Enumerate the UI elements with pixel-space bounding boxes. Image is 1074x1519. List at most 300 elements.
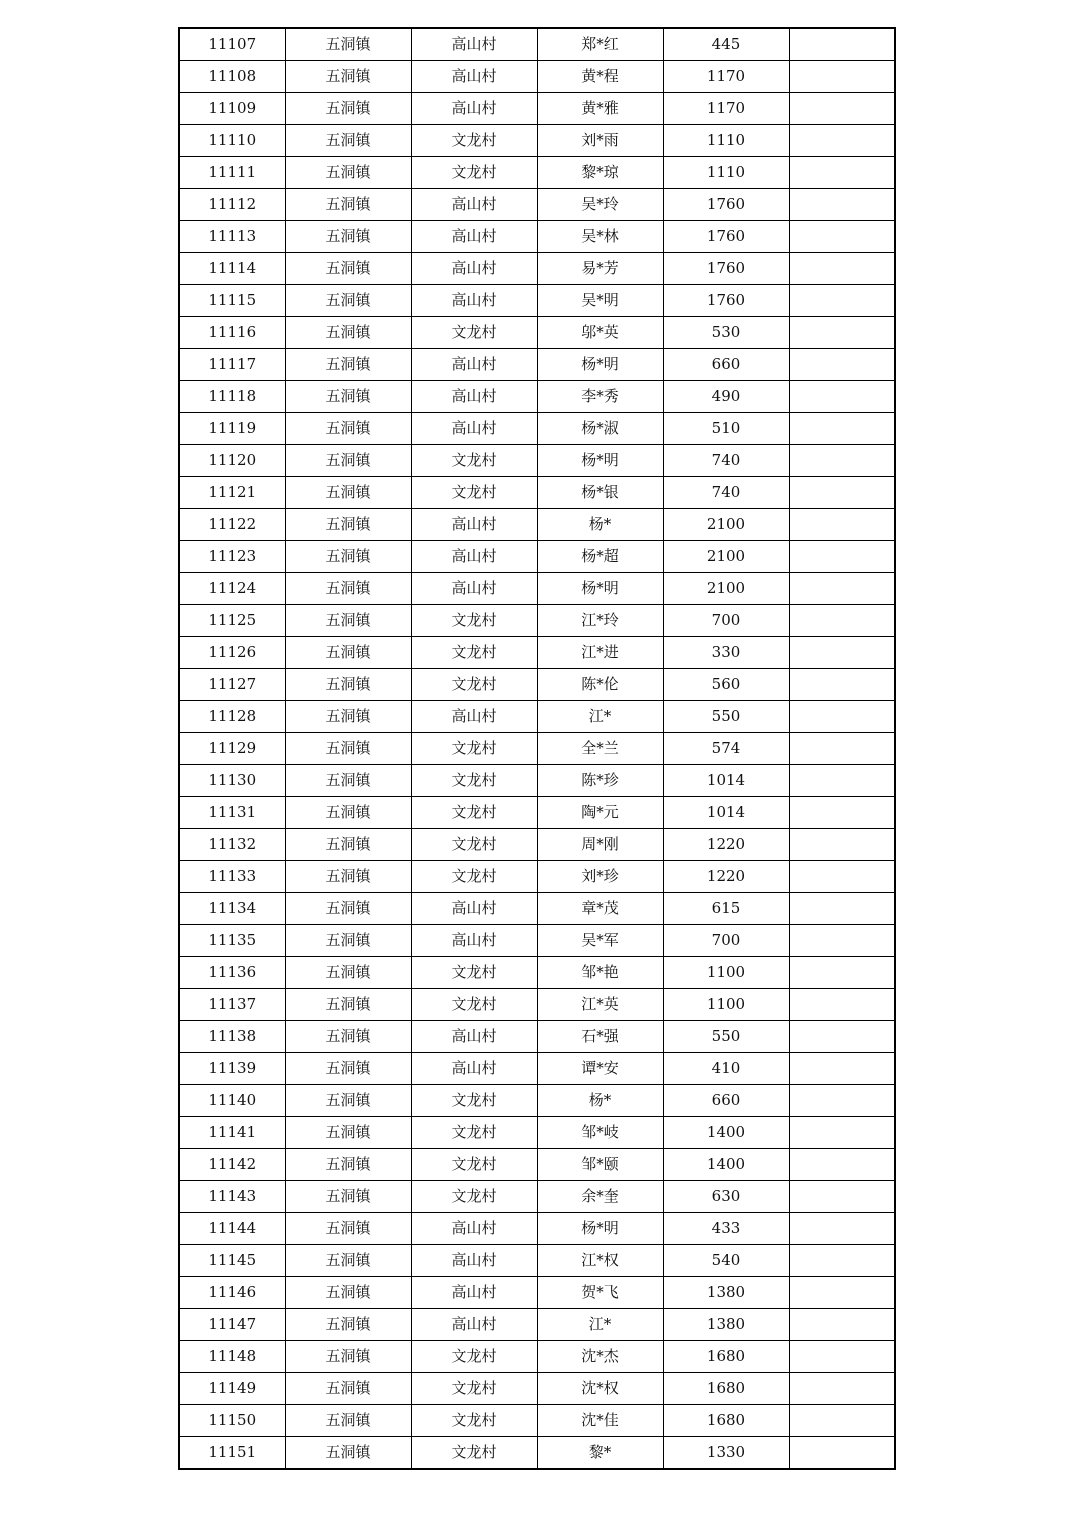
village-cell: 文龙村 (411, 125, 537, 157)
town-cell: 五洞镇 (285, 285, 411, 317)
amount-cell: 445 (663, 28, 789, 61)
village-cell: 高山村 (411, 701, 537, 733)
name-cell: 黄*程 (537, 61, 663, 93)
note-cell (789, 28, 895, 61)
village-cell: 文龙村 (411, 989, 537, 1021)
town-cell: 五洞镇 (285, 765, 411, 797)
note-cell (789, 765, 895, 797)
village-cell: 高山村 (411, 1245, 537, 1277)
note-cell (789, 221, 895, 253)
row-id-cell: 11139 (179, 1053, 285, 1085)
name-cell: 邹*颐 (537, 1149, 663, 1181)
amount-cell: 1014 (663, 797, 789, 829)
row-id-cell: 11136 (179, 957, 285, 989)
name-cell: 杨*明 (537, 1213, 663, 1245)
row-id-cell: 11119 (179, 413, 285, 445)
row-id-cell: 11150 (179, 1405, 285, 1437)
note-cell (789, 157, 895, 189)
row-id-cell: 11137 (179, 989, 285, 1021)
amount-cell: 1380 (663, 1309, 789, 1341)
note-cell (789, 1373, 895, 1405)
table-row (179, 1053, 895, 1085)
town-cell: 五洞镇 (285, 157, 411, 189)
town-cell: 五洞镇 (285, 637, 411, 669)
table-row (179, 925, 895, 957)
amount-cell: 550 (663, 1021, 789, 1053)
note-cell (789, 413, 895, 445)
note-cell (789, 861, 895, 893)
village-cell: 高山村 (411, 925, 537, 957)
table-row (179, 1309, 895, 1341)
table-row (179, 605, 895, 637)
village-cell: 文龙村 (411, 1405, 537, 1437)
row-id-cell: 11109 (179, 93, 285, 125)
row-id-cell: 11143 (179, 1181, 285, 1213)
row-id-cell: 11146 (179, 1277, 285, 1309)
village-cell: 文龙村 (411, 957, 537, 989)
note-cell (789, 637, 895, 669)
row-id-cell: 11112 (179, 189, 285, 221)
row-id-cell: 11131 (179, 797, 285, 829)
amount-cell: 740 (663, 477, 789, 509)
amount-cell: 1400 (663, 1149, 789, 1181)
table-row (179, 413, 895, 445)
note-cell (789, 1085, 895, 1117)
town-cell: 五洞镇 (285, 28, 411, 61)
village-cell: 高山村 (411, 221, 537, 253)
row-id-cell: 11141 (179, 1117, 285, 1149)
village-cell: 高山村 (411, 541, 537, 573)
table-row (179, 637, 895, 669)
name-cell: 贺*飞 (537, 1277, 663, 1309)
row-id-cell: 11121 (179, 477, 285, 509)
row-id-cell: 11130 (179, 765, 285, 797)
amount-cell: 1100 (663, 989, 789, 1021)
village-cell: 文龙村 (411, 1149, 537, 1181)
table-row (179, 733, 895, 765)
table-row (179, 861, 895, 893)
name-cell: 杨*明 (537, 573, 663, 605)
row-id-cell: 11108 (179, 61, 285, 93)
table-row (179, 61, 895, 93)
name-cell: 杨*超 (537, 541, 663, 573)
amount-cell: 700 (663, 605, 789, 637)
amount-cell: 660 (663, 349, 789, 381)
row-id-cell: 11122 (179, 509, 285, 541)
name-cell: 杨* (537, 509, 663, 541)
amount-cell: 410 (663, 1053, 789, 1085)
town-cell: 五洞镇 (285, 573, 411, 605)
amount-cell: 630 (663, 1181, 789, 1213)
amount-cell: 550 (663, 701, 789, 733)
table-row (179, 957, 895, 989)
table-row (179, 317, 895, 349)
table-row (179, 1181, 895, 1213)
amount-cell: 615 (663, 893, 789, 925)
note-cell (789, 317, 895, 349)
table-row (179, 157, 895, 189)
village-cell: 高山村 (411, 349, 537, 381)
village-cell: 高山村 (411, 1053, 537, 1085)
amount-cell: 1760 (663, 189, 789, 221)
table-row (179, 701, 895, 733)
name-cell: 杨*银 (537, 477, 663, 509)
row-id-cell: 11147 (179, 1309, 285, 1341)
note-cell (789, 1277, 895, 1309)
amount-cell: 1680 (663, 1405, 789, 1437)
table-row (179, 253, 895, 285)
note-cell (789, 701, 895, 733)
amount-cell: 1170 (663, 93, 789, 125)
village-cell: 高山村 (411, 413, 537, 445)
row-id-cell: 11140 (179, 1085, 285, 1117)
name-cell: 黎* (537, 1437, 663, 1470)
note-cell (789, 669, 895, 701)
amount-cell: 740 (663, 445, 789, 477)
row-id-cell: 11134 (179, 893, 285, 925)
name-cell: 吴*军 (537, 925, 663, 957)
roster-body (179, 28, 895, 1469)
name-cell: 吴*明 (537, 285, 663, 317)
village-cell: 高山村 (411, 1021, 537, 1053)
town-cell: 五洞镇 (285, 925, 411, 957)
village-cell: 文龙村 (411, 797, 537, 829)
table-row (179, 541, 895, 573)
name-cell: 江*玲 (537, 605, 663, 637)
note-cell (789, 189, 895, 221)
amount-cell: 1330 (663, 1437, 789, 1470)
village-cell: 文龙村 (411, 445, 537, 477)
name-cell: 易*芳 (537, 253, 663, 285)
amount-cell: 1380 (663, 1277, 789, 1309)
name-cell: 余*奎 (537, 1181, 663, 1213)
town-cell: 五洞镇 (285, 93, 411, 125)
town-cell: 五洞镇 (285, 189, 411, 221)
table-row (179, 189, 895, 221)
row-id-cell: 11133 (179, 861, 285, 893)
village-cell: 文龙村 (411, 157, 537, 189)
amount-cell: 530 (663, 317, 789, 349)
village-cell: 文龙村 (411, 637, 537, 669)
note-cell (789, 445, 895, 477)
name-cell: 郑*红 (537, 28, 663, 61)
table-row (179, 28, 895, 61)
town-cell: 五洞镇 (285, 669, 411, 701)
table-row (179, 1117, 895, 1149)
village-cell: 文龙村 (411, 1373, 537, 1405)
village-cell: 文龙村 (411, 1117, 537, 1149)
village-cell: 文龙村 (411, 317, 537, 349)
note-cell (789, 829, 895, 861)
row-id-cell: 11132 (179, 829, 285, 861)
town-cell: 五洞镇 (285, 1437, 411, 1470)
table-row (179, 477, 895, 509)
amount-cell: 2100 (663, 509, 789, 541)
table-row (179, 381, 895, 413)
row-id-cell: 11129 (179, 733, 285, 765)
town-cell: 五洞镇 (285, 1405, 411, 1437)
village-cell: 高山村 (411, 381, 537, 413)
town-cell: 五洞镇 (285, 1277, 411, 1309)
table-row (179, 1373, 895, 1405)
village-cell: 文龙村 (411, 861, 537, 893)
town-cell: 五洞镇 (285, 1245, 411, 1277)
village-cell: 高山村 (411, 893, 537, 925)
row-id-cell: 11123 (179, 541, 285, 573)
row-id-cell: 11116 (179, 317, 285, 349)
town-cell: 五洞镇 (285, 701, 411, 733)
town-cell: 五洞镇 (285, 317, 411, 349)
amount-cell: 510 (663, 413, 789, 445)
name-cell: 沈*佳 (537, 1405, 663, 1437)
table-row (179, 1021, 895, 1053)
row-id-cell: 11107 (179, 28, 285, 61)
amount-cell: 1170 (663, 61, 789, 93)
amount-cell: 1100 (663, 957, 789, 989)
table-row (179, 1213, 895, 1245)
amount-cell: 330 (663, 637, 789, 669)
note-cell (789, 477, 895, 509)
name-cell: 陈*珍 (537, 765, 663, 797)
village-cell: 高山村 (411, 573, 537, 605)
table-row (179, 509, 895, 541)
name-cell: 陶*元 (537, 797, 663, 829)
row-id-cell: 11145 (179, 1245, 285, 1277)
amount-cell: 540 (663, 1245, 789, 1277)
name-cell: 全*兰 (537, 733, 663, 765)
row-id-cell: 11114 (179, 253, 285, 285)
town-cell: 五洞镇 (285, 1373, 411, 1405)
note-cell (789, 957, 895, 989)
name-cell: 黄*雅 (537, 93, 663, 125)
row-id-cell: 11128 (179, 701, 285, 733)
village-cell: 高山村 (411, 1213, 537, 1245)
amount-cell: 574 (663, 733, 789, 765)
table-row (179, 797, 895, 829)
row-id-cell: 11138 (179, 1021, 285, 1053)
name-cell: 邹*岐 (537, 1117, 663, 1149)
village-cell: 高山村 (411, 253, 537, 285)
amount-cell: 433 (663, 1213, 789, 1245)
note-cell (789, 1149, 895, 1181)
table-row (179, 285, 895, 317)
name-cell: 江* (537, 1309, 663, 1341)
table-row (179, 1149, 895, 1181)
village-cell: 高山村 (411, 189, 537, 221)
note-cell (789, 285, 895, 317)
note-cell (789, 605, 895, 637)
town-cell: 五洞镇 (285, 957, 411, 989)
note-cell (789, 541, 895, 573)
name-cell: 吴*林 (537, 221, 663, 253)
town-cell: 五洞镇 (285, 1309, 411, 1341)
name-cell: 章*茂 (537, 893, 663, 925)
town-cell: 五洞镇 (285, 1341, 411, 1373)
village-cell: 高山村 (411, 285, 537, 317)
note-cell (789, 509, 895, 541)
name-cell: 邬*英 (537, 317, 663, 349)
note-cell (789, 1245, 895, 1277)
amount-cell: 1760 (663, 253, 789, 285)
row-id-cell: 11126 (179, 637, 285, 669)
town-cell: 五洞镇 (285, 61, 411, 93)
row-id-cell: 11117 (179, 349, 285, 381)
name-cell: 江*进 (537, 637, 663, 669)
table-row (179, 1277, 895, 1309)
row-id-cell: 11151 (179, 1437, 285, 1470)
name-cell: 邹*艳 (537, 957, 663, 989)
note-cell (789, 1437, 895, 1470)
village-cell: 高山村 (411, 1277, 537, 1309)
table-row (179, 669, 895, 701)
amount-cell: 1014 (663, 765, 789, 797)
town-cell: 五洞镇 (285, 733, 411, 765)
name-cell: 陈*伦 (537, 669, 663, 701)
name-cell: 吴*玲 (537, 189, 663, 221)
table-row (179, 1437, 895, 1470)
town-cell: 五洞镇 (285, 509, 411, 541)
town-cell: 五洞镇 (285, 125, 411, 157)
village-cell: 文龙村 (411, 1341, 537, 1373)
amount-cell: 560 (663, 669, 789, 701)
name-cell: 杨*明 (537, 445, 663, 477)
row-id-cell: 11149 (179, 1373, 285, 1405)
town-cell: 五洞镇 (285, 1181, 411, 1213)
town-cell: 五洞镇 (285, 381, 411, 413)
village-cell: 文龙村 (411, 765, 537, 797)
note-cell (789, 381, 895, 413)
town-cell: 五洞镇 (285, 1053, 411, 1085)
name-cell: 杨*淑 (537, 413, 663, 445)
village-cell: 高山村 (411, 61, 537, 93)
note-cell (789, 1213, 895, 1245)
town-cell: 五洞镇 (285, 477, 411, 509)
amount-cell: 2100 (663, 541, 789, 573)
row-id-cell: 11118 (179, 381, 285, 413)
table-row (179, 349, 895, 381)
note-cell (789, 1341, 895, 1373)
row-id-cell: 11113 (179, 221, 285, 253)
village-cell: 文龙村 (411, 477, 537, 509)
table-row (179, 829, 895, 861)
town-cell: 五洞镇 (285, 221, 411, 253)
amount-cell: 1760 (663, 285, 789, 317)
village-cell: 文龙村 (411, 669, 537, 701)
row-id-cell: 11115 (179, 285, 285, 317)
table-row (179, 125, 895, 157)
row-id-cell: 11111 (179, 157, 285, 189)
town-cell: 五洞镇 (285, 253, 411, 285)
row-id-cell: 11110 (179, 125, 285, 157)
town-cell: 五洞镇 (285, 349, 411, 381)
amount-cell: 1110 (663, 125, 789, 157)
name-cell: 周*刚 (537, 829, 663, 861)
village-cell: 高山村 (411, 1309, 537, 1341)
name-cell: 谭*安 (537, 1053, 663, 1085)
table-row (179, 765, 895, 797)
town-cell: 五洞镇 (285, 1149, 411, 1181)
town-cell: 五洞镇 (285, 893, 411, 925)
town-cell: 五洞镇 (285, 1213, 411, 1245)
amount-cell: 700 (663, 925, 789, 957)
note-cell (789, 125, 895, 157)
village-cell: 文龙村 (411, 1085, 537, 1117)
name-cell: 石*强 (537, 1021, 663, 1053)
note-cell (789, 1181, 895, 1213)
town-cell: 五洞镇 (285, 1021, 411, 1053)
note-cell (789, 989, 895, 1021)
name-cell: 刘*珍 (537, 861, 663, 893)
row-id-cell: 11135 (179, 925, 285, 957)
name-cell: 沈*权 (537, 1373, 663, 1405)
amount-cell: 1400 (663, 1117, 789, 1149)
town-cell: 五洞镇 (285, 445, 411, 477)
note-cell (789, 61, 895, 93)
town-cell: 五洞镇 (285, 541, 411, 573)
town-cell: 五洞镇 (285, 1085, 411, 1117)
name-cell: 刘*雨 (537, 125, 663, 157)
row-id-cell: 11120 (179, 445, 285, 477)
note-cell (789, 1309, 895, 1341)
table-row (179, 989, 895, 1021)
note-cell (789, 1117, 895, 1149)
village-cell: 高山村 (411, 28, 537, 61)
name-cell: 江* (537, 701, 663, 733)
row-id-cell: 11127 (179, 669, 285, 701)
name-cell: 江*英 (537, 989, 663, 1021)
name-cell: 黎*琼 (537, 157, 663, 189)
town-cell: 五洞镇 (285, 861, 411, 893)
amount-cell: 2100 (663, 573, 789, 605)
village-cell: 高山村 (411, 93, 537, 125)
table-row (179, 221, 895, 253)
village-cell: 文龙村 (411, 733, 537, 765)
note-cell (789, 733, 895, 765)
roster-table (178, 27, 896, 1470)
table-row (179, 573, 895, 605)
note-cell (789, 925, 895, 957)
town-cell: 五洞镇 (285, 797, 411, 829)
village-cell: 文龙村 (411, 1437, 537, 1470)
name-cell: 江*权 (537, 1245, 663, 1277)
table-row (179, 1085, 895, 1117)
note-cell (789, 893, 895, 925)
row-id-cell: 11124 (179, 573, 285, 605)
name-cell: 杨*明 (537, 349, 663, 381)
amount-cell: 1680 (663, 1373, 789, 1405)
amount-cell: 1680 (663, 1341, 789, 1373)
note-cell (789, 1053, 895, 1085)
amount-cell: 490 (663, 381, 789, 413)
note-cell (789, 1405, 895, 1437)
village-cell: 文龙村 (411, 1181, 537, 1213)
amount-cell: 1760 (663, 221, 789, 253)
note-cell (789, 93, 895, 125)
note-cell (789, 349, 895, 381)
name-cell: 李*秀 (537, 381, 663, 413)
town-cell: 五洞镇 (285, 989, 411, 1021)
note-cell (789, 1021, 895, 1053)
town-cell: 五洞镇 (285, 605, 411, 637)
amount-cell: 1220 (663, 861, 789, 893)
amount-cell: 1110 (663, 157, 789, 189)
table-row (179, 1405, 895, 1437)
note-cell (789, 253, 895, 285)
name-cell: 沈*杰 (537, 1341, 663, 1373)
note-cell (789, 797, 895, 829)
row-id-cell: 11142 (179, 1149, 285, 1181)
table-row (179, 1245, 895, 1277)
